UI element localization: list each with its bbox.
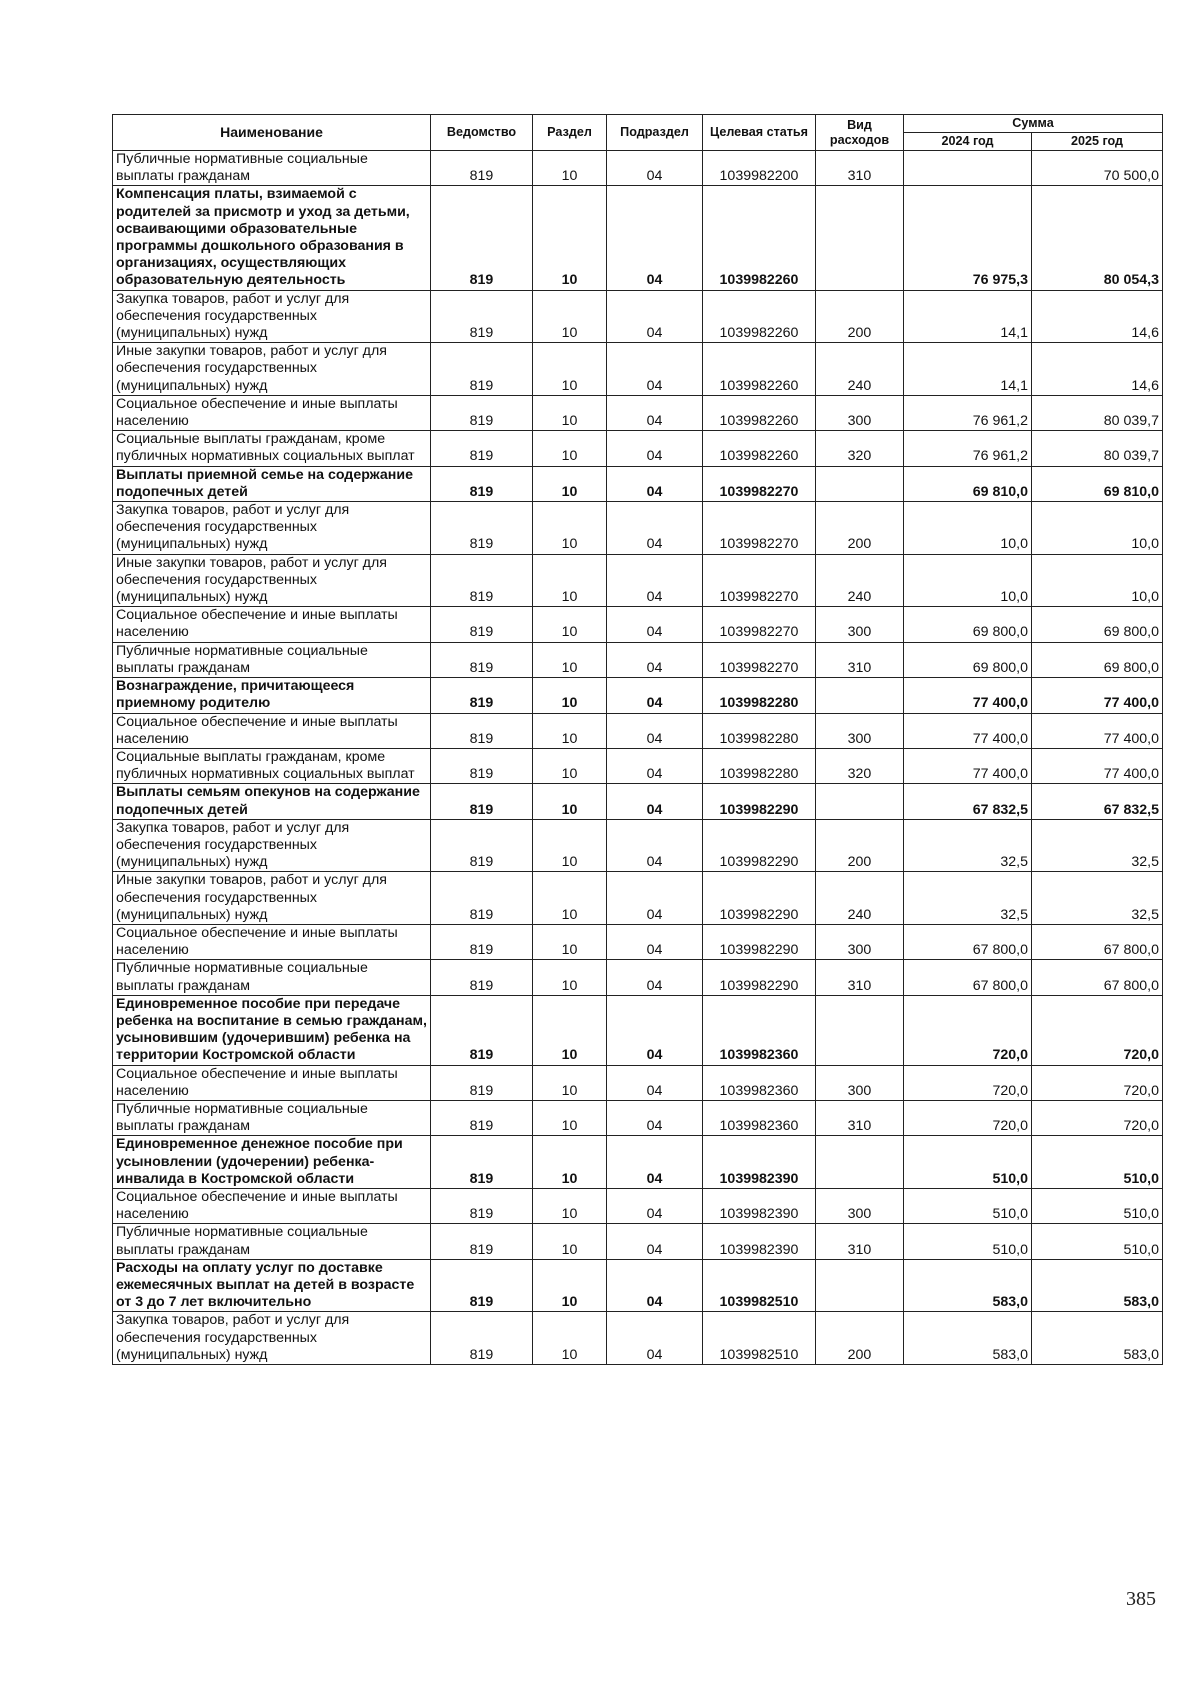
row-target-article: 1039982270 bbox=[703, 502, 816, 555]
table-row bbox=[113, 642, 1163, 677]
row-sum-2024: 67 832,5 bbox=[904, 784, 1032, 819]
row-sum-2025: 10,0 bbox=[1032, 554, 1163, 607]
row-section: 10 bbox=[533, 1224, 607, 1259]
table-row-section-total bbox=[113, 995, 1163, 1065]
row-subsection: 04 bbox=[607, 1224, 703, 1259]
row-target-article: 1039982290 bbox=[703, 819, 816, 872]
row-name: Закупка товаров, работ и услуг для обеспечения государственных (муниципальных) нужд bbox=[113, 819, 431, 872]
row-sum-2025: 77 400,0 bbox=[1032, 678, 1163, 713]
row-expense-type: 310 bbox=[816, 1100, 904, 1135]
row-name: Расходы на оплату услуг по доставке ежемесячных выплат на детей в возрасте от 3 до 7 лет включительно bbox=[113, 1259, 431, 1312]
row-target-article: 1039982260 bbox=[703, 343, 816, 396]
row-expense-type: 300 bbox=[816, 713, 904, 748]
header-name: Наименование bbox=[113, 115, 431, 151]
row-name: Публичные нормативные социальные выплаты гражданам bbox=[113, 960, 431, 995]
row-department: 819 bbox=[431, 1188, 533, 1223]
row-subsection: 04 bbox=[607, 784, 703, 819]
header-year-2024: 2024 год bbox=[904, 133, 1032, 151]
row-expense-type: 200 bbox=[816, 290, 904, 343]
row-department: 819 bbox=[431, 431, 533, 466]
row-name: Закупка товаров, работ и услуг для обеспечения государственных (муниципальных) нужд bbox=[113, 290, 431, 343]
row-target-article: 1039982260 bbox=[703, 395, 816, 430]
row-sum-2025: 80 039,7 bbox=[1032, 431, 1163, 466]
row-target-article: 1039982260 bbox=[703, 186, 816, 290]
row-sum-2025: 67 800,0 bbox=[1032, 960, 1163, 995]
header-target-article: Целевая статья bbox=[703, 115, 816, 151]
row-target-article: 1039982270 bbox=[703, 642, 816, 677]
row-target-article: 1039982290 bbox=[703, 872, 816, 925]
row-sum-2024: 76 975,3 bbox=[904, 186, 1032, 290]
row-expense-type bbox=[816, 1259, 904, 1312]
row-department: 819 bbox=[431, 960, 533, 995]
row-sum-2024: 69 800,0 bbox=[904, 607, 1032, 642]
row-name: Социальные выплаты гражданам, кроме публичных нормативных социальных выплат bbox=[113, 431, 431, 466]
row-name: Выплаты семьям опекунов на содержание подопечных детей bbox=[113, 784, 431, 819]
row-department: 819 bbox=[431, 607, 533, 642]
row-expense-type: 300 bbox=[816, 607, 904, 642]
header-section: Раздел bbox=[533, 115, 607, 151]
row-sum-2024: 14,1 bbox=[904, 290, 1032, 343]
row-expense-type: 300 bbox=[816, 1188, 904, 1223]
row-expense-type bbox=[816, 186, 904, 290]
row-sum-2025: 67 800,0 bbox=[1032, 924, 1163, 959]
row-section: 10 bbox=[533, 784, 607, 819]
row-subsection: 04 bbox=[607, 995, 703, 1065]
row-expense-type: 300 bbox=[816, 395, 904, 430]
table-row bbox=[113, 290, 1163, 343]
budget-table bbox=[112, 114, 1163, 1365]
row-expense-type: 240 bbox=[816, 343, 904, 396]
row-sum-2024: 67 800,0 bbox=[904, 960, 1032, 995]
row-section: 10 bbox=[533, 151, 607, 186]
table-row bbox=[113, 1100, 1163, 1135]
row-department: 819 bbox=[431, 290, 533, 343]
row-target-article: 1039982200 bbox=[703, 151, 816, 186]
row-subsection: 04 bbox=[607, 502, 703, 555]
table-row bbox=[113, 502, 1163, 555]
table-row bbox=[113, 1224, 1163, 1259]
row-target-article: 1039982390 bbox=[703, 1136, 816, 1189]
row-department: 819 bbox=[431, 642, 533, 677]
row-name: Вознаграждение, причитающееся приемному родителю bbox=[113, 678, 431, 713]
row-sum-2024: 510,0 bbox=[904, 1136, 1032, 1189]
row-target-article: 1039982390 bbox=[703, 1188, 816, 1223]
table-row bbox=[113, 960, 1163, 995]
row-department: 819 bbox=[431, 1259, 533, 1312]
row-department: 819 bbox=[431, 995, 533, 1065]
row-expense-type: 200 bbox=[816, 502, 904, 555]
row-sum-2025: 69 810,0 bbox=[1032, 466, 1163, 501]
row-name: Закупка товаров, работ и услуг для обеспечения государственных (муниципальных) нужд bbox=[113, 1312, 431, 1365]
row-section: 10 bbox=[533, 678, 607, 713]
row-sum-2025: 70 500,0 bbox=[1032, 151, 1163, 186]
row-section: 10 bbox=[533, 1100, 607, 1135]
row-department: 819 bbox=[431, 186, 533, 290]
row-sum-2025: 32,5 bbox=[1032, 872, 1163, 925]
row-section: 10 bbox=[533, 1136, 607, 1189]
row-department: 819 bbox=[431, 466, 533, 501]
row-target-article: 1039982280 bbox=[703, 748, 816, 783]
row-sum-2024: 10,0 bbox=[904, 502, 1032, 555]
row-subsection: 04 bbox=[607, 290, 703, 343]
row-department: 819 bbox=[431, 343, 533, 396]
row-department: 819 bbox=[431, 1065, 533, 1100]
row-name: Публичные нормативные социальные выплаты гражданам bbox=[113, 151, 431, 186]
row-sum-2025: 510,0 bbox=[1032, 1188, 1163, 1223]
table-row bbox=[113, 607, 1163, 642]
row-section: 10 bbox=[533, 713, 607, 748]
row-target-article: 1039982360 bbox=[703, 995, 816, 1065]
row-name: Социальное обеспечение и иные выплаты населению bbox=[113, 713, 431, 748]
row-sum-2024: 69 810,0 bbox=[904, 466, 1032, 501]
row-sum-2024: 720,0 bbox=[904, 995, 1032, 1065]
row-name: Закупка товаров, работ и услуг для обеспечения государственных (муниципальных) нужд bbox=[113, 502, 431, 555]
table-row-section-total bbox=[113, 784, 1163, 819]
row-subsection: 04 bbox=[607, 748, 703, 783]
row-name: Компенсация платы, взимаемой с родителей за присмотр и уход за детьми, осваивающими образовательные программы дошкольного образования в организациях, осуществляющих образовательную деятельность bbox=[113, 186, 431, 290]
row-expense-type bbox=[816, 678, 904, 713]
row-department: 819 bbox=[431, 1100, 533, 1135]
row-subsection: 04 bbox=[607, 186, 703, 290]
row-name: Публичные нормативные социальные выплаты гражданам bbox=[113, 642, 431, 677]
row-subsection: 04 bbox=[607, 1065, 703, 1100]
table-row bbox=[113, 1312, 1163, 1365]
row-department: 819 bbox=[431, 748, 533, 783]
row-sum-2024: 14,1 bbox=[904, 343, 1032, 396]
row-section: 10 bbox=[533, 872, 607, 925]
row-target-article: 1039982270 bbox=[703, 466, 816, 501]
table-row bbox=[113, 924, 1163, 959]
row-sum-2024: 77 400,0 bbox=[904, 748, 1032, 783]
row-expense-type: 200 bbox=[816, 819, 904, 872]
row-expense-type: 320 bbox=[816, 431, 904, 466]
table-row bbox=[113, 343, 1163, 396]
row-sum-2024: 583,0 bbox=[904, 1312, 1032, 1365]
row-target-article: 1039982390 bbox=[703, 1224, 816, 1259]
row-sum-2024: 510,0 bbox=[904, 1224, 1032, 1259]
row-sum-2025: 583,0 bbox=[1032, 1259, 1163, 1312]
row-subsection: 04 bbox=[607, 607, 703, 642]
header-year-2025: 2025 год bbox=[1032, 133, 1163, 151]
row-department: 819 bbox=[431, 784, 533, 819]
row-section: 10 bbox=[533, 395, 607, 430]
row-sum-2024: 76 961,2 bbox=[904, 395, 1032, 430]
row-sum-2024: 76 961,2 bbox=[904, 431, 1032, 466]
table-row bbox=[113, 431, 1163, 466]
row-expense-type bbox=[816, 784, 904, 819]
row-subsection: 04 bbox=[607, 1259, 703, 1312]
table-row bbox=[113, 554, 1163, 607]
row-expense-type: 300 bbox=[816, 924, 904, 959]
table-row-section-total bbox=[113, 466, 1163, 501]
row-target-article: 1039982290 bbox=[703, 924, 816, 959]
row-department: 819 bbox=[431, 678, 533, 713]
row-subsection: 04 bbox=[607, 960, 703, 995]
header-expense-type: Вид расходов bbox=[816, 115, 904, 151]
row-sum-2025: 69 800,0 bbox=[1032, 642, 1163, 677]
table-row bbox=[113, 1188, 1163, 1223]
row-expense-type: 200 bbox=[816, 1312, 904, 1365]
row-sum-2024: 720,0 bbox=[904, 1065, 1032, 1100]
row-expense-type: 240 bbox=[816, 872, 904, 925]
row-expense-type: 300 bbox=[816, 1065, 904, 1100]
row-expense-type: 240 bbox=[816, 554, 904, 607]
row-subsection: 04 bbox=[607, 924, 703, 959]
row-name: Единовременное денежное пособие при усыновлении (удочерении) ребенка-инвалида в Костромской области bbox=[113, 1136, 431, 1189]
row-section: 10 bbox=[533, 748, 607, 783]
row-sum-2024: 32,5 bbox=[904, 872, 1032, 925]
row-sum-2024: 69 800,0 bbox=[904, 642, 1032, 677]
row-section: 10 bbox=[533, 960, 607, 995]
row-expense-type: 310 bbox=[816, 642, 904, 677]
row-sum-2024: 67 800,0 bbox=[904, 924, 1032, 959]
row-sum-2024: 77 400,0 bbox=[904, 678, 1032, 713]
table-row-section-total bbox=[113, 678, 1163, 713]
row-department: 819 bbox=[431, 924, 533, 959]
row-section: 10 bbox=[533, 186, 607, 290]
row-expense-type: 320 bbox=[816, 748, 904, 783]
row-section: 10 bbox=[533, 431, 607, 466]
row-department: 819 bbox=[431, 1312, 533, 1365]
row-subsection: 04 bbox=[607, 395, 703, 430]
row-subsection: 04 bbox=[607, 819, 703, 872]
row-department: 819 bbox=[431, 1136, 533, 1189]
row-sum-2025: 14,6 bbox=[1032, 343, 1163, 396]
row-section: 10 bbox=[533, 554, 607, 607]
row-sum-2025: 80 039,7 bbox=[1032, 395, 1163, 430]
row-sum-2025: 10,0 bbox=[1032, 502, 1163, 555]
row-subsection: 04 bbox=[607, 642, 703, 677]
row-department: 819 bbox=[431, 713, 533, 748]
row-target-article: 1039982360 bbox=[703, 1100, 816, 1135]
row-target-article: 1039982260 bbox=[703, 431, 816, 466]
row-name: Иные закупки товаров, работ и услуг для обеспечения государственных (муниципальных) нужд bbox=[113, 343, 431, 396]
row-department: 819 bbox=[431, 151, 533, 186]
row-sum-2025: 80 054,3 bbox=[1032, 186, 1163, 290]
row-sum-2025: 510,0 bbox=[1032, 1136, 1163, 1189]
row-section: 10 bbox=[533, 607, 607, 642]
row-section: 10 bbox=[533, 1312, 607, 1365]
row-subsection: 04 bbox=[607, 151, 703, 186]
row-department: 819 bbox=[431, 502, 533, 555]
row-expense-type: 310 bbox=[816, 151, 904, 186]
row-name: Иные закупки товаров, работ и услуг для обеспечения государственных (муниципальных) нужд bbox=[113, 554, 431, 607]
row-sum-2025: 67 832,5 bbox=[1032, 784, 1163, 819]
row-sum-2025: 510,0 bbox=[1032, 1224, 1163, 1259]
row-section: 10 bbox=[533, 1188, 607, 1223]
table-row-section-total bbox=[113, 186, 1163, 290]
row-department: 819 bbox=[431, 872, 533, 925]
table-row-section-total bbox=[113, 1259, 1163, 1312]
row-expense-type: 310 bbox=[816, 960, 904, 995]
row-sum-2024: 77 400,0 bbox=[904, 713, 1032, 748]
row-target-article: 1039982290 bbox=[703, 960, 816, 995]
table-row bbox=[113, 748, 1163, 783]
header-subsection: Подраздел bbox=[607, 115, 703, 151]
row-sum-2025: 32,5 bbox=[1032, 819, 1163, 872]
header-department: Ведомство bbox=[431, 115, 533, 151]
row-subsection: 04 bbox=[607, 713, 703, 748]
row-sum-2025: 583,0 bbox=[1032, 1312, 1163, 1365]
row-sum-2024 bbox=[904, 151, 1032, 186]
row-expense-type bbox=[816, 995, 904, 1065]
row-subsection: 04 bbox=[607, 431, 703, 466]
row-sum-2025: 14,6 bbox=[1032, 290, 1163, 343]
row-subsection: 04 bbox=[607, 466, 703, 501]
row-subsection: 04 bbox=[607, 1312, 703, 1365]
row-department: 819 bbox=[431, 819, 533, 872]
row-subsection: 04 bbox=[607, 1136, 703, 1189]
row-sum-2025: 69 800,0 bbox=[1032, 607, 1163, 642]
table-row bbox=[113, 395, 1163, 430]
row-sum-2025: 77 400,0 bbox=[1032, 713, 1163, 748]
row-target-article: 1039982290 bbox=[703, 784, 816, 819]
row-expense-type bbox=[816, 1136, 904, 1189]
row-target-article: 1039982360 bbox=[703, 1065, 816, 1100]
row-section: 10 bbox=[533, 1065, 607, 1100]
row-department: 819 bbox=[431, 554, 533, 607]
row-target-article: 1039982270 bbox=[703, 554, 816, 607]
row-expense-type bbox=[816, 466, 904, 501]
row-sum-2024: 720,0 bbox=[904, 1100, 1032, 1135]
row-department: 819 bbox=[431, 1224, 533, 1259]
table-row bbox=[113, 713, 1163, 748]
row-sum-2025: 720,0 bbox=[1032, 1100, 1163, 1135]
row-sum-2024: 583,0 bbox=[904, 1259, 1032, 1312]
page-number: 385 bbox=[1126, 1588, 1156, 1610]
table-header bbox=[113, 115, 1163, 151]
row-section: 10 bbox=[533, 290, 607, 343]
row-target-article: 1039982280 bbox=[703, 678, 816, 713]
row-department: 819 bbox=[431, 395, 533, 430]
row-subsection: 04 bbox=[607, 554, 703, 607]
row-sum-2024: 10,0 bbox=[904, 554, 1032, 607]
row-sum-2025: 720,0 bbox=[1032, 995, 1163, 1065]
row-target-article: 1039982270 bbox=[703, 607, 816, 642]
row-section: 10 bbox=[533, 343, 607, 396]
row-name: Социальные выплаты гражданам, кроме публичных нормативных социальных выплат bbox=[113, 748, 431, 783]
row-target-article: 1039982280 bbox=[703, 713, 816, 748]
table-row bbox=[113, 151, 1163, 186]
table-row bbox=[113, 1065, 1163, 1100]
row-section: 10 bbox=[533, 924, 607, 959]
row-subsection: 04 bbox=[607, 1100, 703, 1135]
table-row bbox=[113, 872, 1163, 925]
row-target-article: 1039982260 bbox=[703, 290, 816, 343]
row-sum-2025: 77 400,0 bbox=[1032, 748, 1163, 783]
row-subsection: 04 bbox=[607, 343, 703, 396]
row-name: Единовременное пособие при передаче ребенка на воспитание в семью гражданам, усыновившим (удочерившим) ребенка на территории Костромской области bbox=[113, 995, 431, 1065]
row-target-article: 1039982510 bbox=[703, 1312, 816, 1365]
row-subsection: 04 bbox=[607, 872, 703, 925]
table-row bbox=[113, 819, 1163, 872]
row-section: 10 bbox=[533, 642, 607, 677]
row-name: Социальное обеспечение и иные выплаты населению bbox=[113, 607, 431, 642]
row-subsection: 04 bbox=[607, 1188, 703, 1223]
row-section: 10 bbox=[533, 466, 607, 501]
table-body bbox=[113, 151, 1163, 1365]
row-section: 10 bbox=[533, 502, 607, 555]
row-name: Публичные нормативные социальные выплаты гражданам bbox=[113, 1224, 431, 1259]
row-sum-2024: 510,0 bbox=[904, 1188, 1032, 1223]
row-expense-type: 310 bbox=[816, 1224, 904, 1259]
row-subsection: 04 bbox=[607, 678, 703, 713]
row-name: Социальное обеспечение и иные выплаты населению bbox=[113, 1065, 431, 1100]
row-sum-2025: 720,0 bbox=[1032, 1065, 1163, 1100]
row-name: Социальное обеспечение и иные выплаты населению bbox=[113, 924, 431, 959]
row-section: 10 bbox=[533, 995, 607, 1065]
row-name: Социальное обеспечение и иные выплаты населению bbox=[113, 395, 431, 430]
table-row-section-total bbox=[113, 1136, 1163, 1189]
row-sum-2024: 32,5 bbox=[904, 819, 1032, 872]
row-name: Публичные нормативные социальные выплаты гражданам bbox=[113, 1100, 431, 1135]
header-sum: Сумма bbox=[904, 115, 1163, 133]
row-target-article: 1039982510 bbox=[703, 1259, 816, 1312]
row-name: Иные закупки товаров, работ и услуг для обеспечения государственных (муниципальных) нужд bbox=[113, 872, 431, 925]
row-section: 10 bbox=[533, 1259, 607, 1312]
row-name: Социальное обеспечение и иные выплаты населению bbox=[113, 1188, 431, 1223]
row-name: Выплаты приемной семье на содержание подопечных детей bbox=[113, 466, 431, 501]
row-section: 10 bbox=[533, 819, 607, 872]
